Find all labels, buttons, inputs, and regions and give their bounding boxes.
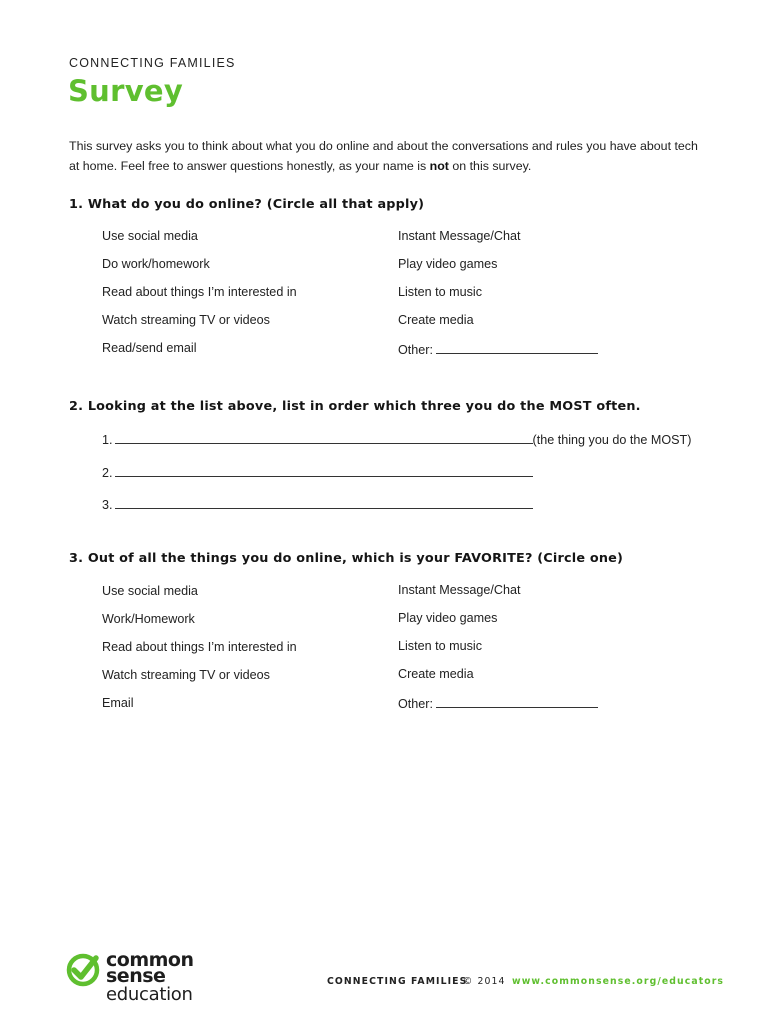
question-1: 1. What do you do online? (Circle all that apply): [69, 197, 425, 212]
q1-option[interactable]: Read/send email: [102, 341, 197, 355]
intro-text: This survey asks you to think about what you do online and about the conversations and rules you have about tech at home. Feel free to answer questions honestly, as your name is: [69, 139, 698, 173]
question-2: 2. Looking at the list above, list in order which three you do the MOST often.: [69, 399, 641, 414]
line-number: 1.: [102, 433, 113, 447]
q1-option[interactable]: Do work/homework: [102, 257, 210, 271]
q1-option[interactable]: Play video games: [398, 257, 498, 271]
question-3: 3. Out of all the things you do online, which is your FAVORITE? (Circle one): [69, 551, 624, 566]
checkmark-circle-icon: [69, 956, 97, 984]
answer-line-2[interactable]: [102, 464, 533, 480]
q1-option[interactable]: Watch streaming TV or videos: [102, 313, 270, 327]
common-sense-education-logo: [66, 949, 196, 1008]
line-note: (the thing you do the MOST): [532, 433, 692, 447]
q3-option[interactable]: Read about things I’m interested in: [102, 640, 297, 654]
q3-option[interactable]: Play video games: [398, 611, 498, 625]
q3-option[interactable]: Work/Homework: [102, 612, 195, 626]
blank-line[interactable]: [115, 464, 533, 477]
q3-option-other[interactable]: [398, 695, 598, 711]
answer-line-3[interactable]: [102, 496, 533, 512]
q1-option[interactable]: Create media: [398, 313, 474, 327]
intro-text-end: on this survey.: [448, 159, 532, 173]
section-kicker: CONNECTING FAMILIES: [69, 56, 236, 70]
other-blank-line[interactable]: [436, 341, 598, 354]
answer-line-1[interactable]: [102, 431, 691, 447]
q3-option[interactable]: Instant Message/Chat: [398, 583, 521, 597]
q1-option[interactable]: Instant Message/Chat: [398, 229, 521, 243]
q1-option-other[interactable]: [398, 341, 598, 357]
other-blank-line[interactable]: [436, 695, 598, 708]
footer-brand: CONNECTING FAMILIES: [327, 976, 468, 987]
logo-text-education: education: [106, 984, 193, 1005]
q1-option[interactable]: Read about things I’m interested in: [102, 285, 297, 299]
q3-option[interactable]: Listen to music: [398, 639, 482, 653]
q3-option[interactable]: Watch streaming TV or videos: [102, 668, 270, 682]
logo-text-common: common: [106, 949, 194, 971]
line-number: 3.: [102, 498, 113, 512]
q3-option[interactable]: Create media: [398, 667, 474, 681]
intro-paragraph: [69, 136, 709, 176]
q3-option[interactable]: Email: [102, 696, 134, 710]
blank-line[interactable]: [115, 431, 533, 444]
logo-wordmark: [106, 949, 194, 987]
line-number: 2.: [102, 466, 113, 480]
intro-emphasis: not: [429, 159, 449, 173]
other-label: Other:: [398, 343, 433, 357]
blank-line[interactable]: [115, 496, 533, 509]
page-title: Survey: [68, 74, 184, 108]
q1-option[interactable]: Listen to music: [398, 285, 482, 299]
q1-option[interactable]: Use social media: [102, 229, 198, 243]
footer-url-link[interactable]: www.commonsense.org/educators: [512, 976, 725, 987]
q3-option[interactable]: Use social media: [102, 584, 198, 598]
other-label: Other:: [398, 697, 433, 711]
logo-text-sense: sense: [106, 965, 166, 987]
footer-copyright: © 2014: [463, 976, 506, 987]
